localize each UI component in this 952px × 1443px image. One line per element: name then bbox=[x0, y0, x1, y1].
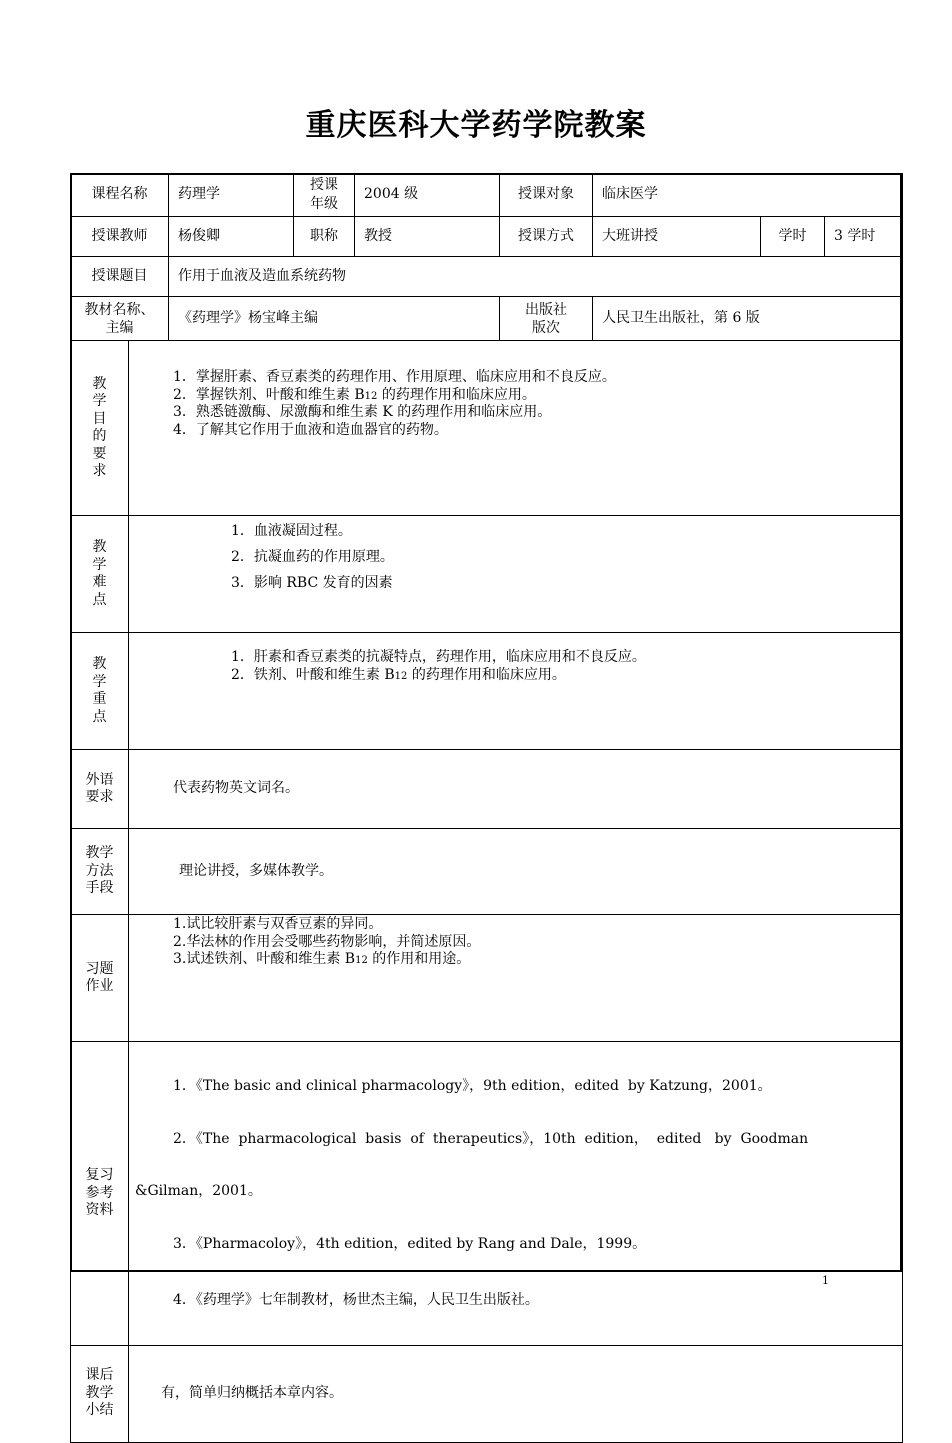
teacher-label: 授课教师 bbox=[71, 217, 169, 257]
teacher-value: 杨俊卿 bbox=[169, 217, 294, 257]
foreign-value: 代表药物英文词名。 bbox=[129, 750, 903, 829]
homework-content bbox=[129, 915, 903, 1042]
summary-label-line: 课后 bbox=[85, 1367, 114, 1384]
objective-item bbox=[173, 387, 902, 405]
methods-label-line: 教学 bbox=[85, 845, 114, 862]
subscript: 12 bbox=[364, 390, 378, 402]
method-label: 授课方式 bbox=[500, 217, 593, 257]
foreign-row bbox=[71, 750, 903, 829]
target-value: 临床医学 bbox=[593, 174, 903, 217]
objectives-label bbox=[71, 341, 129, 516]
homework-row bbox=[71, 915, 903, 1042]
course-label: 课程名称 bbox=[71, 174, 169, 217]
topic-label: 授课题目 bbox=[71, 257, 169, 297]
keypoints-content bbox=[129, 633, 903, 750]
keypoints-label-char: 教 bbox=[92, 656, 107, 672]
difficulties-label-char: 难 bbox=[92, 574, 107, 590]
summary-row bbox=[71, 1345, 903, 1442]
methods-label-line: 手段 bbox=[85, 880, 114, 897]
objectives-label-char: 求 bbox=[92, 463, 107, 479]
summary-label bbox=[71, 1345, 129, 1442]
keypoint-item bbox=[231, 667, 902, 685]
summary-label-line: 教学 bbox=[85, 1384, 114, 1401]
keypoints-row bbox=[71, 633, 903, 750]
objectives-label-char: 教 bbox=[92, 375, 107, 392]
grade-value: 2004 级 bbox=[355, 174, 500, 217]
references-label-line: 参考 bbox=[85, 1184, 114, 1201]
publisher-label-line2: 版次 bbox=[532, 319, 560, 336]
summary-label-line: 小结 bbox=[85, 1402, 114, 1419]
course-value: 药理学 bbox=[169, 174, 294, 217]
method-value: 大班讲授 bbox=[593, 217, 761, 257]
textbook-label-line2: 主编 bbox=[105, 319, 134, 336]
textbook-label-line1: 教材名称、 bbox=[84, 301, 155, 318]
objectives-label-char: 要 bbox=[92, 445, 107, 462]
subscript: 12 bbox=[394, 670, 408, 682]
difficulties-label bbox=[71, 516, 129, 633]
keypoints-label-char: 点 bbox=[92, 708, 107, 725]
header-table bbox=[70, 173, 903, 341]
homework-item bbox=[173, 951, 902, 969]
body-table bbox=[70, 340, 903, 1443]
references-label bbox=[71, 1042, 129, 1346]
publisher-label bbox=[500, 297, 593, 341]
reference-item: 4．《药理学》七年制教材，杨世杰主编，人民卫生出版社。 bbox=[173, 1292, 539, 1308]
difficulties-label-char: 教 bbox=[92, 539, 107, 555]
foreign-label bbox=[71, 750, 129, 829]
difficulty-item: 3．影响 RBC 发育的因素 bbox=[231, 575, 393, 591]
difficulties-content bbox=[129, 516, 903, 633]
publisher-label-line1: 出版社 bbox=[525, 301, 567, 318]
references-row bbox=[71, 1042, 903, 1346]
objective-item: 4．了解其它作用于血液和造血器官的药物。 bbox=[173, 421, 448, 438]
course-row bbox=[71, 174, 903, 217]
hours-label: 学时 bbox=[761, 217, 825, 257]
references-label-line: 资料 bbox=[85, 1202, 114, 1218]
keypoints-label-char: 重 bbox=[92, 691, 107, 707]
difficulties-label-char: 点 bbox=[92, 591, 107, 608]
subscript: 12 bbox=[355, 955, 368, 966]
homework-item: 1.试比较肝素与双香豆素的异同。 bbox=[173, 916, 383, 932]
homework-label-line: 习题 bbox=[85, 960, 114, 977]
grade-label-line1: 授课 bbox=[310, 177, 338, 193]
homework-label bbox=[71, 915, 129, 1042]
methods-label-line: 方法 bbox=[85, 862, 114, 879]
reference-item: 1．《The basic and clinical pharmacology》，9th edition，edited by Katzung，2001。 bbox=[173, 1078, 772, 1094]
methods-label bbox=[71, 829, 129, 915]
keypoints-label-char: 学 bbox=[92, 673, 107, 690]
objectives-label-char: 目 bbox=[92, 410, 107, 427]
objective-item: 3．熟悉链激酶、尿激酶和维生素 K 的药理作用和临床应用。 bbox=[173, 404, 552, 420]
textbook-value: 《药理学》杨宝峰主编 bbox=[169, 297, 500, 341]
hours-value: 3 学时 bbox=[825, 217, 903, 257]
page-number: 1 bbox=[822, 1274, 829, 1287]
difficulty-item: 1．血液凝固过程。 bbox=[231, 523, 352, 539]
grade-label bbox=[294, 174, 355, 217]
difficulty-item: 2．抗凝血药的作用原理。 bbox=[231, 549, 394, 565]
keypoint-item-text: 2．铁剂、叶酸和维生素 B bbox=[231, 666, 395, 683]
methods-value: 理论讲授，多媒体教学。 bbox=[129, 829, 903, 915]
keypoint-item-tail: 的药理作用和临床应用。 bbox=[407, 666, 566, 683]
objectives-row bbox=[71, 341, 903, 516]
reference-item: 3．《Pharmacoloy》，4th edition，edited by Rang and Dale，1999。 bbox=[173, 1235, 647, 1252]
reference-item: 2．《The pharmacological basis of therapeutics》，10th edition， edited by Goodman bbox=[173, 1130, 809, 1147]
rank-label: 职称 bbox=[294, 217, 355, 257]
references-label-line: 复习 bbox=[85, 1167, 114, 1183]
grade-label-line2: 年级 bbox=[310, 196, 338, 212]
keypoints-label bbox=[71, 633, 129, 750]
difficulties-label-char: 学 bbox=[92, 556, 107, 573]
methods-row bbox=[71, 829, 903, 915]
objectives-content bbox=[129, 341, 903, 516]
topic-value: 作用于血液及造血系统药物 bbox=[169, 257, 903, 297]
objective-item-text: 2．掌握铁剂、叶酸和维生素 B bbox=[173, 386, 365, 403]
foreign-label-line: 要求 bbox=[85, 789, 114, 805]
difficulties-row bbox=[71, 516, 903, 633]
rank-value: 教授 bbox=[355, 217, 500, 257]
homework-label-line: 作业 bbox=[85, 978, 114, 994]
summary-value: 有，简单归纳概括本章内容。 bbox=[129, 1345, 903, 1442]
objectives-label-char: 学 bbox=[92, 393, 107, 409]
objective-item-tail: 的药理作用和临床应用。 bbox=[377, 386, 536, 403]
page-title: 重庆医科大学药学院教案 bbox=[305, 108, 647, 143]
objectives-label-char: 的 bbox=[92, 428, 107, 444]
textbook-row bbox=[71, 297, 903, 341]
target-label: 授课对象 bbox=[500, 174, 593, 217]
homework-item: 2.华法林的作用会受哪些药物影响，并简述原因。 bbox=[173, 933, 481, 950]
homework-item-tail: 的作用和用途。 bbox=[367, 951, 471, 967]
teacher-row bbox=[71, 217, 903, 257]
foreign-label-line: 外语 bbox=[85, 771, 114, 788]
textbook-label bbox=[71, 297, 169, 341]
publisher-value: 人民卫生出版社，第 6 版 bbox=[593, 297, 903, 341]
homework-item-text: 3.试述铁剂、叶酸和维生素 B bbox=[173, 951, 356, 967]
objective-item: 1．掌握肝素、香豆素类的药理作用、作用原理、临床应用和不良反应。 bbox=[173, 369, 616, 385]
keypoint-item: 1．肝素和香豆素类的抗凝特点，药理作用，临床应用和不良反应。 bbox=[231, 649, 646, 665]
reference-item-cont: &Gilman，2001。 bbox=[135, 1183, 262, 1199]
references-content bbox=[129, 1042, 903, 1346]
topic-row bbox=[71, 257, 903, 297]
